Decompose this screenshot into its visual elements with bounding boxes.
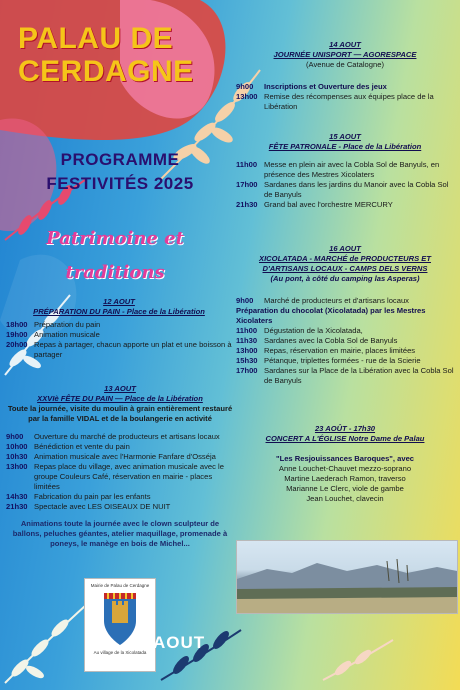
- concert-group: "Les Resjouissances Baroques", avec: [275, 454, 415, 463]
- section-footer: Animations toute la journée avec le clown sculpteur de ballons, peluches géantes, atelier maquillage, promenade à poneys, le manège en bois de Michel...: [12, 519, 228, 548]
- list-item: 18h00 Préparation du pain: [6, 320, 101, 329]
- list-item: 14h30 Fabrication du pain par les enfants: [6, 492, 151, 501]
- list-item: 13h00 Repas place du village, avec animation musicale avec le groupe Couleurs Café, réservation en mairie - places limitées: [6, 462, 224, 491]
- section-date: 16 AOUT: [329, 244, 361, 253]
- section-13-aout: [6, 384, 234, 549]
- leaf-sprig-icon: [318, 630, 398, 690]
- landscape-photo: [236, 540, 458, 614]
- programme-line-2: FESTIVITÉS 2025: [46, 174, 194, 193]
- section-12-aout: [6, 297, 232, 360]
- list-item: 10h30 Animation musicale avec l'Harmonie Fanfare d'Osséja: [6, 452, 216, 461]
- mountain-landscape-icon: [237, 541, 457, 613]
- list-item: 11h30 Sardanes avec la Cobla Sol de Banyuls: [236, 336, 398, 345]
- section-date: 14 AOUT: [329, 40, 361, 49]
- section-23-aout: [236, 424, 454, 504]
- section-heading: XICOLATADA - MARCHÉ de PRODUCTEURS ET D'ARTISANS LOCAUX - CAMPS DELS VERNS: [259, 254, 431, 273]
- leaf-sprig-icon: [156, 620, 246, 690]
- section-heading: JOURNÉE UNISPORT — AGORESPACE: [273, 50, 417, 59]
- section-heading: PRÉPARATION DU PAIN - Place de la Libération: [33, 307, 205, 316]
- section-date: 23 AOÛT - 17h30: [314, 424, 376, 433]
- section-place: (Au pont, à côté du camping las Asperas): [270, 274, 420, 283]
- list-item: Préparation du chocolat (Xicolatada) par les Mestres Xicolaters: [236, 306, 426, 325]
- tagline-line-1: Patrimoine et: [46, 228, 184, 249]
- list-item: 17h00 Sardanes dans les jardins du Manoir avec la Cobla Sol de Banyuls: [236, 180, 449, 199]
- section-14-aout: [236, 40, 454, 112]
- musician: Marianne Le Clerc, viole de gambe: [286, 484, 404, 493]
- list-item: 11h00 Dégustation de la Xicolatada,: [236, 326, 363, 335]
- section-intro: Toute la journée, visite du moulin à grain entièrement restauré par la famille VIDAL et de la boulangerie en activité: [7, 404, 233, 423]
- list-item: 21h30 Grand bal avec l'orchestre MERCURY: [236, 200, 393, 209]
- musician: Martine Laederach Ramon, traverso: [284, 474, 406, 483]
- section-place: (Avenue de Catalogne): [306, 60, 384, 69]
- list-item: 17h00 Sardanes sur la Place de la Libération avec la Cobla Sol de Banyuls: [236, 366, 454, 385]
- section-date: 12 AOUT: [103, 297, 135, 306]
- musician: Anne Louchet-Chauvet mezzo-soprano: [278, 464, 412, 473]
- page-title: [18, 22, 228, 88]
- list-item: 11h00 Messe en plein air avec la Cobla Sol de Banyuls, en présence des Mestres Xicolaters: [236, 160, 440, 179]
- list-item: 13h00 Remise des récompenses aux équipes place de la Libération: [236, 92, 434, 111]
- mairie-logo: [84, 578, 156, 672]
- section-15-aout: [236, 132, 454, 210]
- tagline-line-2: traditions: [65, 262, 165, 283]
- section-heading: FÊTE PATRONALE - Place de la Libération: [268, 142, 422, 151]
- list-item: 9h00 Marché de producteurs et d'artisans locaux: [236, 296, 409, 305]
- section-16-aout: [236, 244, 454, 386]
- title-line-2: CERDAGNE: [18, 55, 194, 88]
- logo-bottom-text: Au village de la Xicolatada: [93, 650, 147, 655]
- section-heading: CONCERT A L'ÉGLISE Notre Dame de Palau: [265, 434, 425, 443]
- list-item: 21h30 Spectacle avec LES OISEAUX DE NUIT: [6, 502, 171, 511]
- coat-of-arms-icon: [100, 591, 140, 647]
- leaf-sprig-icon: [0, 598, 90, 688]
- title-line-1: PALAU DE: [18, 22, 174, 55]
- list-item: 15h30 Pétanque, triplettes formées - rue de la Scierie: [236, 356, 421, 365]
- programme-line-1: PROGRAMME: [60, 150, 180, 169]
- list-item: 13h00 Repas, réservation en mairie, places limitées: [236, 346, 416, 355]
- list-item: 9h00 Ouverture du marché de producteurs et artisans locaux: [6, 432, 220, 441]
- list-item: 19h00 Animation musicale: [6, 330, 100, 339]
- list-item: 10h00 Bénédiction et vente du pain: [6, 442, 130, 451]
- section-heading: XXVIè FÊTE DU PAIN — Place de la Libération: [37, 394, 203, 403]
- list-item: 9h00 Inscriptions et Ouverture des jeux: [236, 82, 387, 91]
- musician: Jean Louchet, clavecin: [306, 494, 384, 503]
- aout-footer-text: AOUT: [153, 633, 206, 652]
- logo-top-text: Mairie de Palau de Cerdagne: [90, 583, 150, 588]
- section-date: 15 AOUT: [329, 132, 361, 141]
- list-item: 20h00 Repas à partager, chacun apporte un plat et une boisson à partager: [6, 340, 232, 359]
- section-date: 13 AOUT: [104, 384, 136, 393]
